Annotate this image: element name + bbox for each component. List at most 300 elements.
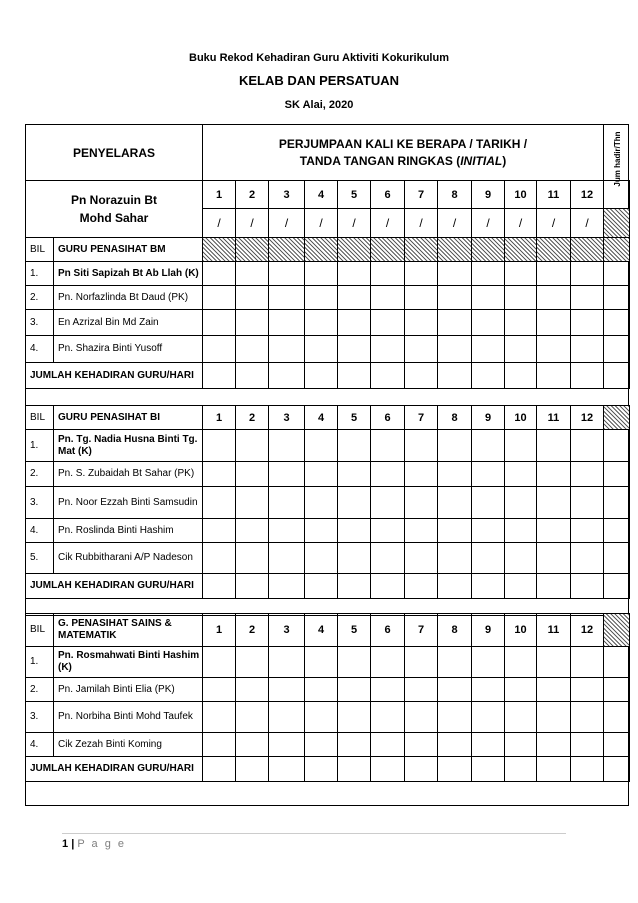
section-2-header-meeting-4-cell: 4: [304, 405, 338, 430]
section-3-row-2-meeting-9-cell: [471, 677, 505, 702]
section-3-row-2-meeting-6-cell: [370, 677, 405, 702]
section-2-row-5-meeting-12-cell: [570, 542, 604, 574]
section-1-title: GURU PENASIHAT BM: [53, 237, 203, 262]
section-2-row-4-meeting-9-cell: [471, 518, 505, 543]
meeting-date-meeting-1-cell: /: [202, 208, 236, 238]
section-1-total-meeting-6-cell: [370, 362, 405, 389]
section-2-row-3-meeting-3-cell: [268, 486, 305, 519]
section-1-row-2-meeting-8-cell: [437, 285, 472, 310]
section-3-total-meeting-5-cell: [337, 756, 371, 782]
section-1-row-1-meeting-11-cell: [536, 261, 571, 286]
meeting-number-meeting-4-cell: 4: [304, 180, 338, 209]
section-2-row-4-meeting-3-cell: [268, 518, 305, 543]
section-3-row-4-meeting-2-cell: [235, 732, 269, 757]
section-3-row-4-meeting-11-cell: [536, 732, 571, 757]
section-3-total-meeting-11-cell: [536, 756, 571, 782]
section-1-row-2-meeting-6-cell: [370, 285, 405, 310]
section-2-row-2-meeting-2-cell: [235, 461, 269, 487]
section-1-total-meeting-2-cell: [235, 362, 269, 389]
section-1-row-1-meeting-4-cell: [304, 261, 338, 286]
section-1-total-meeting-11-cell: [536, 362, 571, 389]
section-2-row-2-meeting-12-cell: [570, 461, 604, 487]
section-1-bil-label: BIL: [25, 237, 54, 262]
section-3-row-4-annual-total-cell: [603, 732, 630, 757]
section-2-row-3-teacher-name: Pn. Noor Ezzah Binti Samsudin: [53, 486, 203, 519]
section-1-row-3-meeting-4-cell: [304, 309, 338, 336]
section-2-row-2-meeting-3-cell: [268, 461, 305, 487]
section-3-row-3-meeting-9-cell: [471, 701, 505, 733]
section-1-row-4-meeting-1-cell: [202, 335, 236, 363]
section-3-row-3-meeting-7-cell: [404, 701, 438, 733]
section-3-row-3-annual-total-cell: [603, 701, 630, 733]
section-2-total-meeting-7-cell: [404, 573, 438, 599]
section-3-row-3-meeting-3-cell: [268, 701, 305, 733]
section-3-header-meeting-3-cell: 3: [268, 613, 305, 647]
section-3-row-2-meeting-8-cell: [437, 677, 472, 702]
section-1-row-2-number: 2.: [25, 285, 54, 310]
section-2-header-meeting-10-cell: 10: [504, 405, 537, 430]
section-2-row-5-meeting-11-cell: [536, 542, 571, 574]
section-3-row-3-meeting-10-cell: [504, 701, 537, 733]
section-3-row-3-meeting-11-cell: [536, 701, 571, 733]
meeting-number-meeting-7-cell: 7: [404, 180, 438, 209]
section-2-total-meeting-5-cell: [337, 573, 371, 599]
section-3-total-meeting-9-cell: [471, 756, 505, 782]
meeting-date-meeting-9-cell: /: [471, 208, 505, 238]
section-2-row-2-meeting-1-cell: [202, 461, 236, 487]
meeting-number-meeting-6-cell: 6: [370, 180, 405, 209]
section-1-row-2-teacher-name: Pn. Norfazlinda Bt Daud (PK): [53, 285, 203, 310]
section-3-row-1-meeting-4-cell: [304, 646, 338, 678]
section-1-row-3-meeting-12-cell: [570, 309, 604, 336]
section-1-row-1-teacher-name: Pn Siti Sapizah Bt Ab Llah (K): [53, 261, 203, 286]
meeting-date-meeting-5-cell: /: [337, 208, 371, 238]
meeting-number-meeting-5-cell: 5: [337, 180, 371, 209]
section-2-header-meeting-6-cell: 6: [370, 405, 405, 430]
section-3-header-meeting-8-cell: 8: [437, 613, 472, 647]
section-2-header-meeting-11-cell: 11: [536, 405, 571, 430]
section-1-row-2-meeting-10-cell: [504, 285, 537, 310]
section-1-row-3-annual-total-cell: [603, 309, 630, 336]
section-2-row-4-meeting-2-cell: [235, 518, 269, 543]
section-2-row-4-meeting-6-cell: [370, 518, 405, 543]
section-3-spacer: [25, 781, 629, 806]
section-3-row-1-annual-total-cell: [603, 646, 630, 678]
section-3-header-meeting-4-cell: 4: [304, 613, 338, 647]
section-1-row-3-meeting-9-cell: [471, 309, 505, 336]
coordinator-name: Pn Norazuin Bt Mohd Sahar: [25, 180, 203, 238]
meeting-number-meeting-1-cell: 1: [202, 180, 236, 209]
section-3-row-2-teacher-name: Pn. Jamilah Binti Elia (PK): [53, 677, 203, 702]
section-1-row-1-meeting-1-cell: [202, 261, 236, 286]
section-3-row-4-teacher-name: Cik Zezah Binti Koming: [53, 732, 203, 757]
meeting-number-meeting-3-cell: 3: [268, 180, 305, 209]
section-3-total-meeting-6-cell: [370, 756, 405, 782]
section-3-row-3-meeting-5-cell: [337, 701, 371, 733]
section-2-total-meeting-3-cell: [268, 573, 305, 599]
section-2-row-3-meeting-6-cell: [370, 486, 405, 519]
section-2-row-5-annual-total-cell: [603, 542, 630, 574]
section-2-row-1-meeting-4-cell: [304, 429, 338, 462]
section-1-row-2-meeting-4-cell: [304, 285, 338, 310]
section-2-total-meeting-8-cell: [437, 573, 472, 599]
section-3-row-2-annual-total-cell: [603, 677, 630, 702]
meeting-number-meeting-11-cell: 11: [536, 180, 571, 209]
meeting-number-meeting-12-cell: 12: [570, 180, 604, 209]
section-3-total-meeting-4-cell: [304, 756, 338, 782]
section-1-row-4-meeting-9-cell: [471, 335, 505, 363]
section-1-header-meeting-9-cell: [471, 237, 505, 262]
section-2-row-1-annual-total-cell: [603, 429, 630, 462]
section-2-row-2-meeting-9-cell: [471, 461, 505, 487]
section-3-total-label: JUMLAH KEHADIRAN GURU/HARI: [25, 756, 203, 782]
section-1-header-meeting-4-cell: [304, 237, 338, 262]
section-1-row-3-meeting-5-cell: [337, 309, 371, 336]
section-3-row-2-meeting-1-cell: [202, 677, 236, 702]
section-3-bil-label: BIL: [25, 613, 54, 647]
section-3-row-1-meeting-6-cell: [370, 646, 405, 678]
section-2-total-meeting-10-cell: [504, 573, 537, 599]
section-1-row-2-meeting-1-cell: [202, 285, 236, 310]
section-3-row-4-meeting-10-cell: [504, 732, 537, 757]
section-1-row-1-meeting-5-cell: [337, 261, 371, 286]
document-title: Buku Rekod Kehadiran Guru Aktiviti Kokurikulum: [189, 52, 449, 64]
section-2-row-3-meeting-8-cell: [437, 486, 472, 519]
section-2-row-4-meeting-5-cell: [337, 518, 371, 543]
section-3-row-3-meeting-1-cell: [202, 701, 236, 733]
meeting-date-meeting-6-cell: /: [370, 208, 405, 238]
section-3-row-1-meeting-10-cell: [504, 646, 537, 678]
section-2-header-meeting-8-cell: 8: [437, 405, 472, 430]
section-3-row-3-meeting-2-cell: [235, 701, 269, 733]
section-1-row-3-teacher-name: En Azrizal Bin Md Zain: [53, 309, 203, 336]
coordinator-heading: PENYELARAS: [25, 124, 203, 181]
meeting-date-meeting-7-cell: /: [404, 208, 438, 238]
section-3-header-meeting-10-cell: 10: [504, 613, 537, 647]
section-1-row-3-meeting-1-cell: [202, 309, 236, 336]
section-2-header-meeting-3-cell: 3: [268, 405, 305, 430]
club-title: KELAB DAN PERSATUAN: [238, 73, 400, 88]
section-3-row-3-meeting-4-cell: [304, 701, 338, 733]
section-2-row-5-meeting-6-cell: [370, 542, 405, 574]
section-1-total-meeting-4-cell: [304, 362, 338, 389]
section-3-row-2-meeting-11-cell: [536, 677, 571, 702]
section-2-row-3-annual-total-cell: [603, 486, 630, 519]
section-2-row-5-number: 5.: [25, 542, 54, 574]
section-2-row-4-meeting-11-cell: [536, 518, 571, 543]
section-1-row-4-meeting-3-cell: [268, 335, 305, 363]
meeting-number-annual-total-cell: [603, 180, 630, 209]
section-2-total-label: JUMLAH KEHADIRAN GURU/HARI: [25, 573, 203, 599]
section-2-header-meeting-7-cell: 7: [404, 405, 438, 430]
section-1-row-4-teacher-name: Pn. Shazira Binti Yusoff: [53, 335, 203, 363]
section-1-header-meeting-2-cell: [235, 237, 269, 262]
section-1-header-meeting-6-cell: [370, 237, 405, 262]
page-footer: [62, 838, 126, 850]
section-2-bil-label: BIL: [25, 405, 54, 430]
section-1-header-meeting-7-cell: [404, 237, 438, 262]
section-1-row-1-number: 1.: [25, 261, 54, 286]
section-2-row-1-meeting-3-cell: [268, 429, 305, 462]
section-3-total-meeting-2-cell: [235, 756, 269, 782]
section-2-row-5-meeting-4-cell: [304, 542, 338, 574]
section-3-row-1-meeting-11-cell: [536, 646, 571, 678]
meeting-heading-line1: PERJUMPAAN KALI KE BERAPA / TARIKH /: [278, 136, 528, 151]
section-3-total-meeting-12-cell: [570, 756, 604, 782]
section-3-row-4-number: 4.: [25, 732, 54, 757]
section-2-row-1-meeting-9-cell: [471, 429, 505, 462]
section-1-row-1-meeting-6-cell: [370, 261, 405, 286]
page-word: P a g e: [77, 838, 126, 850]
section-3-total-annual-total-cell: [603, 756, 630, 782]
section-1-row-1-meeting-8-cell: [437, 261, 472, 286]
section-1-row-3-meeting-10-cell: [504, 309, 537, 336]
section-2-title: GURU PENASIHAT BI: [53, 405, 203, 430]
section-1-row-2-annual-total-cell: [603, 285, 630, 310]
section-2-total-meeting-1-cell: [202, 573, 236, 599]
section-2-header-meeting-9-cell: 9: [471, 405, 505, 430]
meeting-date-meeting-4-cell: /: [304, 208, 338, 238]
section-2-total-meeting-12-cell: [570, 573, 604, 599]
section-2-row-5-meeting-3-cell: [268, 542, 305, 574]
section-2-row-5-meeting-5-cell: [337, 542, 371, 574]
section-2-row-1-teacher-name: Pn. Tg. Nadia Husna Binti Tg. Mat (K): [53, 429, 203, 462]
section-1-row-3-meeting-6-cell: [370, 309, 405, 336]
section-2-row-1-meeting-8-cell: [437, 429, 472, 462]
section-2-total-meeting-11-cell: [536, 573, 571, 599]
section-3-total-meeting-1-cell: [202, 756, 236, 782]
section-2-row-5-meeting-7-cell: [404, 542, 438, 574]
section-2-header-meeting-5-cell: 5: [337, 405, 371, 430]
section-2-total-meeting-6-cell: [370, 573, 405, 599]
meeting-number-meeting-9-cell: 9: [471, 180, 505, 209]
section-2-row-4-number: 4.: [25, 518, 54, 543]
section-1-header-meeting-1-cell: [202, 237, 236, 262]
section-3-row-1-meeting-5-cell: [337, 646, 371, 678]
section-3-header-meeting-5-cell: 5: [337, 613, 371, 647]
page-separator: |: [71, 838, 75, 850]
section-2-row-3-number: 3.: [25, 486, 54, 519]
section-1-row-4-meeting-4-cell: [304, 335, 338, 363]
section-2-row-3-meeting-1-cell: [202, 486, 236, 519]
section-1-total-meeting-8-cell: [437, 362, 472, 389]
section-3-row-4-meeting-9-cell: [471, 732, 505, 757]
section-2-header-annual-total-cell: [603, 405, 630, 430]
section-1-total-meeting-7-cell: [404, 362, 438, 389]
section-3-row-1-meeting-9-cell: [471, 646, 505, 678]
section-3-row-3-meeting-12-cell: [570, 701, 604, 733]
section-2-row-4-annual-total-cell: [603, 518, 630, 543]
section-2-total-annual-total-cell: [603, 573, 630, 599]
section-1-total-label: JUMLAH KEHADIRAN GURU/HARI: [25, 362, 203, 389]
meeting-date-annual-total-cell: [603, 208, 630, 238]
section-2-row-3-meeting-4-cell: [304, 486, 338, 519]
meeting-number-meeting-2-cell: 2: [235, 180, 269, 209]
section-1-row-3-meeting-3-cell: [268, 309, 305, 336]
page-number: 1: [62, 838, 69, 850]
section-3-row-1-teacher-name: Pn. Rosmahwati Binti Hashim (K): [53, 646, 203, 678]
section-3-row-3-meeting-6-cell: [370, 701, 405, 733]
section-1-header-annual-total-cell: [603, 237, 630, 262]
section-1-header-meeting-3-cell: [268, 237, 305, 262]
section-3-row-1-meeting-2-cell: [235, 646, 269, 678]
section-2-row-2-annual-total-cell: [603, 461, 630, 487]
section-3-row-2-meeting-3-cell: [268, 677, 305, 702]
section-2-total-meeting-9-cell: [471, 573, 505, 599]
section-1-row-4-meeting-10-cell: [504, 335, 537, 363]
section-1-row-2-meeting-5-cell: [337, 285, 371, 310]
section-1-header-meeting-12-cell: [570, 237, 604, 262]
section-3-row-2-meeting-4-cell: [304, 677, 338, 702]
section-3-row-2-meeting-2-cell: [235, 677, 269, 702]
section-1-row-1-meeting-10-cell: [504, 261, 537, 286]
section-1-row-1-meeting-7-cell: [404, 261, 438, 286]
section-1-row-3-number: 3.: [25, 309, 54, 336]
section-2-row-4-meeting-10-cell: [504, 518, 537, 543]
section-3-row-2-number: 2.: [25, 677, 54, 702]
section-2-row-1-meeting-6-cell: [370, 429, 405, 462]
section-3-total-meeting-7-cell: [404, 756, 438, 782]
section-1-total-meeting-12-cell: [570, 362, 604, 389]
section-2-row-1-meeting-2-cell: [235, 429, 269, 462]
section-1-header-meeting-5-cell: [337, 237, 371, 262]
section-1-row-4-meeting-11-cell: [536, 335, 571, 363]
section-2-row-2-meeting-10-cell: [504, 461, 537, 487]
section-2-row-3-meeting-12-cell: [570, 486, 604, 519]
section-1-row-4-number: 4.: [25, 335, 54, 363]
section-2-row-4-meeting-1-cell: [202, 518, 236, 543]
section-2-row-4-meeting-4-cell: [304, 518, 338, 543]
section-1-row-2-meeting-11-cell: [536, 285, 571, 310]
section-2-row-5-meeting-2-cell: [235, 542, 269, 574]
section-2-row-1-meeting-1-cell: [202, 429, 236, 462]
section-1-total-annual-total-cell: [603, 362, 630, 389]
section-2-row-2-meeting-4-cell: [304, 461, 338, 487]
section-3-row-4-meeting-6-cell: [370, 732, 405, 757]
section-3-header-meeting-1-cell: 1: [202, 613, 236, 647]
meeting-date-meeting-8-cell: /: [437, 208, 472, 238]
section-1-row-1-annual-total-cell: [603, 261, 630, 286]
section-2-row-1-meeting-7-cell: [404, 429, 438, 462]
section-1-row-2-meeting-7-cell: [404, 285, 438, 310]
section-2-row-1-meeting-5-cell: [337, 429, 371, 462]
section-2-row-4-meeting-8-cell: [437, 518, 472, 543]
section-2-total-meeting-4-cell: [304, 573, 338, 599]
section-2-row-1-meeting-10-cell: [504, 429, 537, 462]
section-1-row-4-annual-total-cell: [603, 335, 630, 363]
section-3-row-4-meeting-4-cell: [304, 732, 338, 757]
annual-total-heading: Jum hadir/Thn: [612, 131, 622, 187]
section-2-row-4-meeting-12-cell: [570, 518, 604, 543]
section-1-row-1-meeting-2-cell: [235, 261, 269, 286]
section-2-row-3-meeting-9-cell: [471, 486, 505, 519]
section-3-header-meeting-6-cell: 6: [370, 613, 405, 647]
meeting-date-meeting-3-cell: /: [268, 208, 305, 238]
section-2-header-meeting-1-cell: 1: [202, 405, 236, 430]
meeting-date-meeting-2-cell: /: [235, 208, 269, 238]
section-1-row-4-meeting-5-cell: [337, 335, 371, 363]
section-1-spacer: [25, 388, 629, 406]
section-2-row-1-meeting-11-cell: [536, 429, 571, 462]
section-1-row-2-meeting-12-cell: [570, 285, 604, 310]
section-2-row-2-meeting-8-cell: [437, 461, 472, 487]
section-2-row-4-teacher-name: Pn. Roslinda Binti Hashim: [53, 518, 203, 543]
meeting-heading: [202, 124, 604, 181]
footer-divider: [62, 833, 566, 834]
section-2-row-2-meeting-5-cell: [337, 461, 371, 487]
section-2-header-meeting-12-cell: 12: [570, 405, 604, 430]
meeting-date-meeting-12-cell: /: [570, 208, 604, 238]
section-3-row-2-meeting-5-cell: [337, 677, 371, 702]
section-1-total-meeting-1-cell: [202, 362, 236, 389]
section-3-row-3-number: 3.: [25, 701, 54, 733]
section-2-row-3-meeting-7-cell: [404, 486, 438, 519]
section-1-total-meeting-5-cell: [337, 362, 371, 389]
section-3-row-4-meeting-5-cell: [337, 732, 371, 757]
section-1-row-2-meeting-2-cell: [235, 285, 269, 310]
section-1-total-meeting-3-cell: [268, 362, 305, 389]
section-3-total-meeting-8-cell: [437, 756, 472, 782]
section-3-row-2-meeting-7-cell: [404, 677, 438, 702]
section-1-header-meeting-11-cell: [536, 237, 571, 262]
section-1-row-4-meeting-6-cell: [370, 335, 405, 363]
section-2-row-5-meeting-9-cell: [471, 542, 505, 574]
section-1-row-3-meeting-8-cell: [437, 309, 472, 336]
section-3-row-2-meeting-12-cell: [570, 677, 604, 702]
section-3-row-2-meeting-10-cell: [504, 677, 537, 702]
school-year: SK Alai, 2020: [284, 99, 354, 111]
section-1-total-meeting-10-cell: [504, 362, 537, 389]
section-2-row-5-meeting-10-cell: [504, 542, 537, 574]
section-1-header-meeting-8-cell: [437, 237, 472, 262]
section-1-row-1-meeting-9-cell: [471, 261, 505, 286]
section-1-row-4-meeting-8-cell: [437, 335, 472, 363]
section-3-header-meeting-9-cell: 9: [471, 613, 505, 647]
meeting-date-meeting-10-cell: /: [504, 208, 537, 238]
section-3-row-4-meeting-7-cell: [404, 732, 438, 757]
section-3-header-meeting-2-cell: 2: [235, 613, 269, 647]
section-3-row-4-meeting-3-cell: [268, 732, 305, 757]
section-3-row-4-meeting-8-cell: [437, 732, 472, 757]
section-2-header-meeting-2-cell: 2: [235, 405, 269, 430]
section-3-row-1-number: 1.: [25, 646, 54, 678]
section-3-header-meeting-11-cell: 11: [536, 613, 571, 647]
section-2-row-5-teacher-name: Cik Rubbitharani A/P Nadeson: [53, 542, 203, 574]
section-1-row-3-meeting-7-cell: [404, 309, 438, 336]
section-1-row-4-meeting-2-cell: [235, 335, 269, 363]
section-3-row-3-meeting-8-cell: [437, 701, 472, 733]
section-3-row-1-meeting-12-cell: [570, 646, 604, 678]
section-1-row-1-meeting-12-cell: [570, 261, 604, 286]
section-3-row-1-meeting-3-cell: [268, 646, 305, 678]
section-2-row-3-meeting-10-cell: [504, 486, 537, 519]
section-3-header-meeting-7-cell: 7: [404, 613, 438, 647]
section-2-row-2-meeting-6-cell: [370, 461, 405, 487]
meeting-number-meeting-8-cell: 8: [437, 180, 472, 209]
section-3-header-meeting-12-cell: 12: [570, 613, 604, 647]
meeting-date-meeting-11-cell: /: [536, 208, 571, 238]
section-2-row-4-meeting-7-cell: [404, 518, 438, 543]
section-3-row-1-meeting-7-cell: [404, 646, 438, 678]
section-2-row-3-meeting-11-cell: [536, 486, 571, 519]
section-3-title: G. PENASIHAT SAINS & MATEMATIK: [53, 613, 203, 647]
section-3-row-4-meeting-12-cell: [570, 732, 604, 757]
meeting-heading-line2: TANDA TANGAN RINGKAS (INITIAL): [299, 153, 507, 168]
section-2-row-2-teacher-name: Pn. S. Zubaidah Bt Sahar (PK): [53, 461, 203, 487]
section-2-row-2-meeting-11-cell: [536, 461, 571, 487]
section-3-row-4-meeting-1-cell: [202, 732, 236, 757]
section-2-total-meeting-2-cell: [235, 573, 269, 599]
